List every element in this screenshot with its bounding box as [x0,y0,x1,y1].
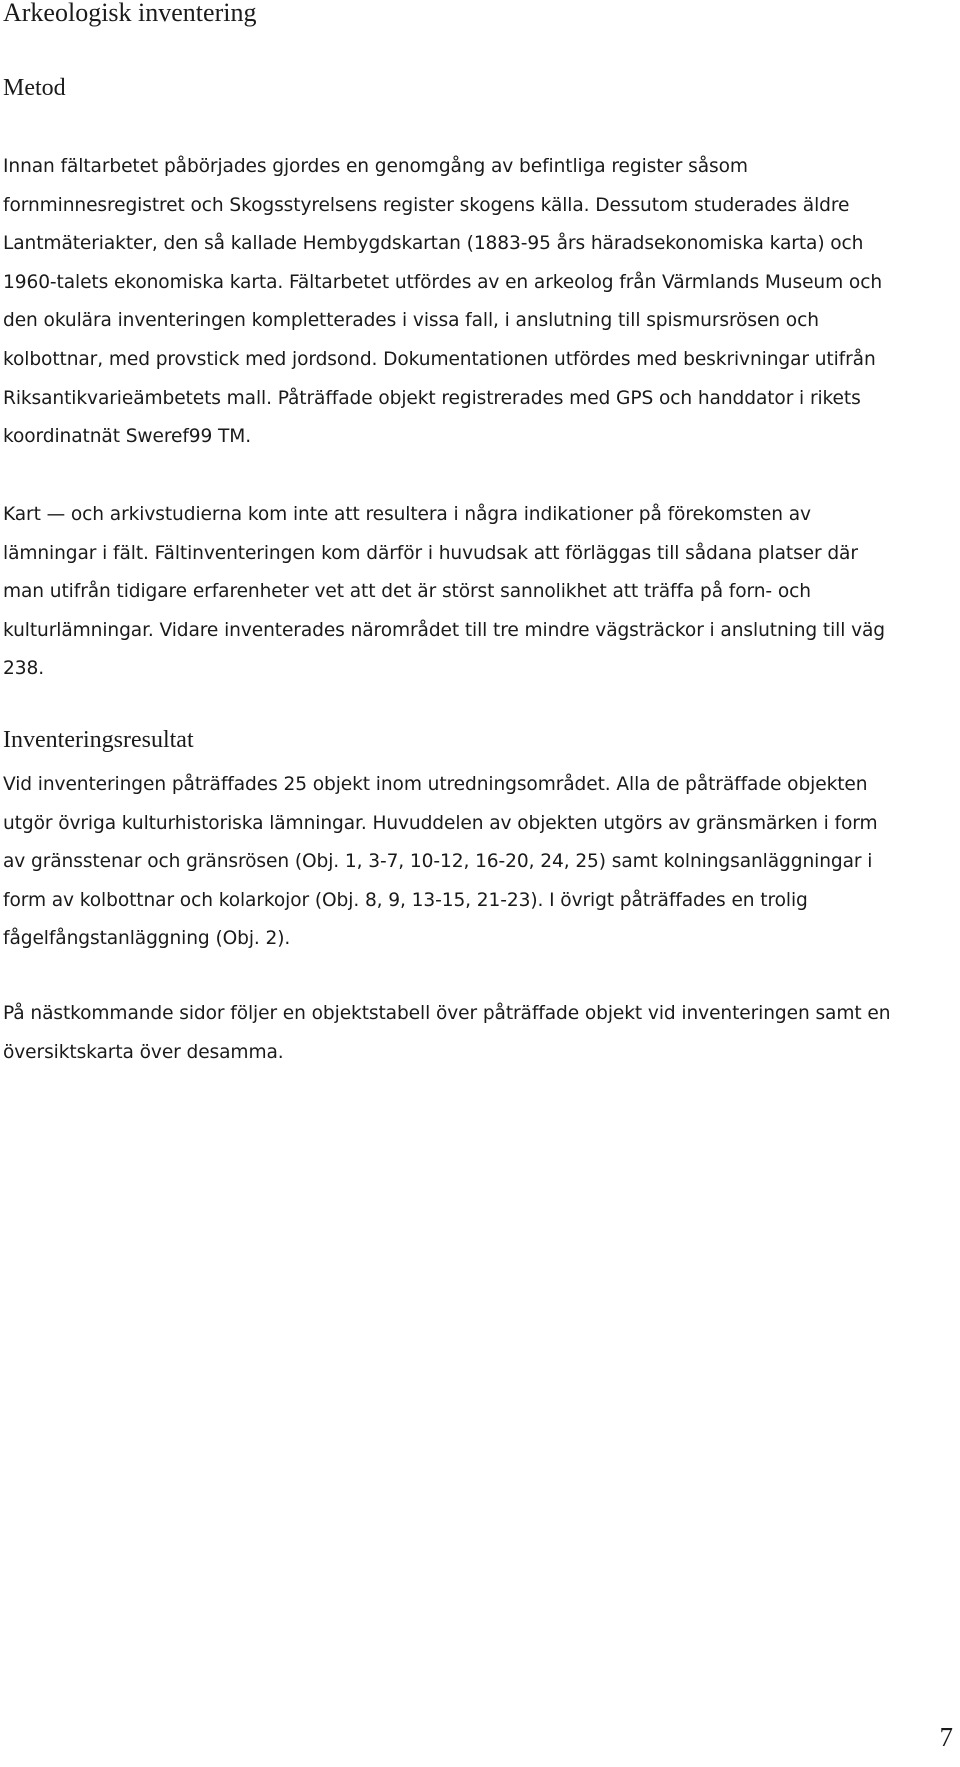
text-line: översiktskarta över desamma. [3,1041,284,1063]
text-line: den okulära inventeringen kompletterades i vissa fall, i anslutning till spismursrösen och [3,310,819,332]
text-line: 238. [3,658,45,680]
paragraph-metod-2 [3,496,885,689]
text-line: lämningar i fält. Fältinventeringen kom därför i huvudsak att förläggas till sådana platser där [3,542,858,564]
text-line: utgör övriga kulturhistoriska lämningar. Huvuddelen av objekten utgörs av gränsmärken i form [3,812,878,834]
paragraph-resultat-1 [3,766,877,959]
text-line: Lantmäteriakter, den så kallade Hembygdskartan (1883-95 års häradsekonomiska karta) och [3,233,864,255]
document-title: Arkeologisk inventering [3,0,257,27]
text-line: fågelfångstanläggning (Obj. 2). [3,928,291,950]
text-line: På nästkommande sidor följer en objektstabell över påträffade objekt vid inventeringen samt en [3,1003,891,1024]
text-line: av gränsstenar och gränsrösen (Obj. 1, 3-7, 10-12, 16-20, 24, 25) samt kolningsanläggningar i [3,851,873,873]
text-line: Vid inventeringen påträffades 25 objekt inom utredningsområdet. Alla de påträffade objekten [3,774,868,795]
section-heading-metod: Metod [3,75,66,101]
text-line: kolbottnar, med provstick med jordsond. Dokumentationen utfördes med beskrivningar utifrån [3,348,876,370]
text-line: Innan fältarbetet påbörjades gjordes en genomgång av befintliga register såsom [3,156,748,177]
text-line: 1960-talets ekonomiska karta. Fältarbetet utfördes av en arkeolog från Värmlands Museum och [3,271,883,293]
text-line: man utifrån tidigare erfarenheter vet att det är störst sannolikhet att träffa på forn- och [3,581,811,603]
section-heading-inventeringsresultat: Inventeringsresultat [3,727,194,753]
text-line: kulturlämningar. Vidare inventerades närområdet till tre mindre vägsträckor i anslutning till väg [3,619,885,641]
page-number: 7 [939,1722,953,1752]
text-line: form av kolbottnar och kolarkojor (Obj. 8, 9, 13-15, 21-23). I övrigt påträffades en trolig [3,889,808,911]
paragraph-resultat-2 [3,995,890,1072]
text-line: fornminnesregistret och Skogsstyrelsens register skogens källa. Dessutom studerades äldre [3,194,850,216]
text-line: Riksantikvarieämbetets mall. Påträffade objekt registrerades med GPS och handdator i rikets [3,387,861,409]
text-line: koordinatnät Sweref99 TM. [3,426,252,448]
text-line: Kart — och arkivstudierna kom inte att resultera i några indikationer på förekomsten av [3,504,811,525]
paragraph-metod-1 [3,148,882,457]
